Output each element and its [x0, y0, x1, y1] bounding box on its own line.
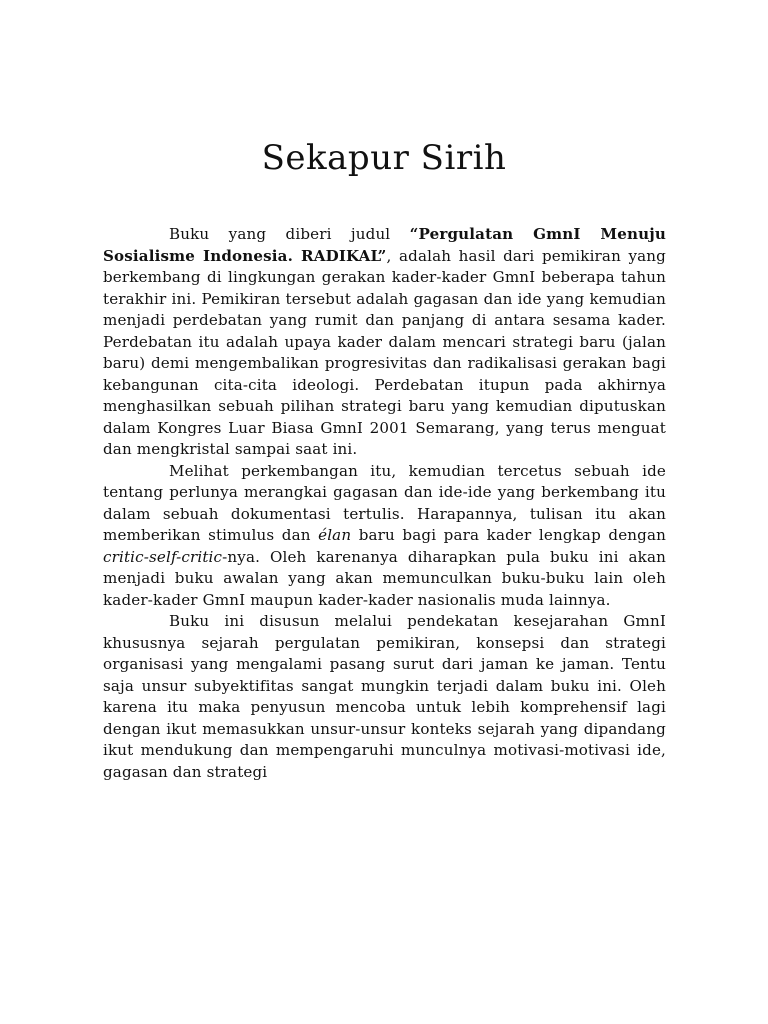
text-run: -nya. Oleh karenanya diharapkan pula buku ini akan menjadi buku awalan yang akan memunculkan buku-buku lain oleh kader-kader GmnI maupun kader-kader nasionalis muda lainnya. [103, 547, 666, 609]
text-run: Buku yang diberi judul [169, 225, 410, 243]
paragraph-3 [103, 611, 666, 783]
text-run: , adalah hasil dari pemikiran yang berkembang di lingkungan gerakan kader-kader GmnI beberapa tahun terakhir ini. Pemikiran tersebut adalah gagasan dan ide yang kemudian menjadi perdebatan yang rumit dan panjang di antara sesama kader. Perdebatan itu adalah upaya kader dalam mencari strategi baru (jalan baru) demi mengembalikan progresivitas dan radikalisasi gerakan bagi kebangunan cita-cita ideologi. Perdebatan itupun pada akhirnya menghasilkan sebuah pilihan strategi baru yang kemudian diputuskan dalam Kongres Luar Biasa GmnI 2001 Semarang, yang terus menguat dan mengkristal sampai saat ini. [103, 246, 666, 458]
paragraph-2 [103, 461, 666, 612]
text-run: baru bagi para kader lengkap dengan [351, 526, 666, 544]
page-title: Sekapur Sirih [261, 138, 507, 178]
text-run: Buku ini disusun melalui pendekatan kesejarahan GmnI khususnya sejarah pergulatan pemikiran, konsepsi dan strategi organisasi yang mengalami pasang surut dari jaman ke jaman. Tentu saja unsur subyektifitas sangat mungkin terjadi dalam buku ini. Oleh karena itu maka penyusun mencoba untuk lebih komprehensif lagi dengan ikut memasukkan unsur-unsur konteks sejarah yang dipandang ikut mendukung dan mempengaruhi munculnya motivasi-motivasi ide, gagasan dan strategi [103, 612, 666, 781]
book-title-bold: “Pergulatan GmnI Menuju Sosialisme Indonesia. RADIKAL” [103, 225, 666, 265]
text-run: Melihat perkembangan itu, kemudian tercetus sebuah ide tentang perlunya merangkai gagasan dan ide-ide yang berkembang itu dalam sebuah dokumentasi tertulis. Harapannya, tulisan itu akan memberikan stimulus dan [103, 461, 666, 544]
italic-term: critic-self-critic [103, 547, 223, 566]
body-text [103, 224, 666, 783]
paragraph-1 [103, 224, 666, 461]
italic-term: élan [318, 526, 352, 544]
